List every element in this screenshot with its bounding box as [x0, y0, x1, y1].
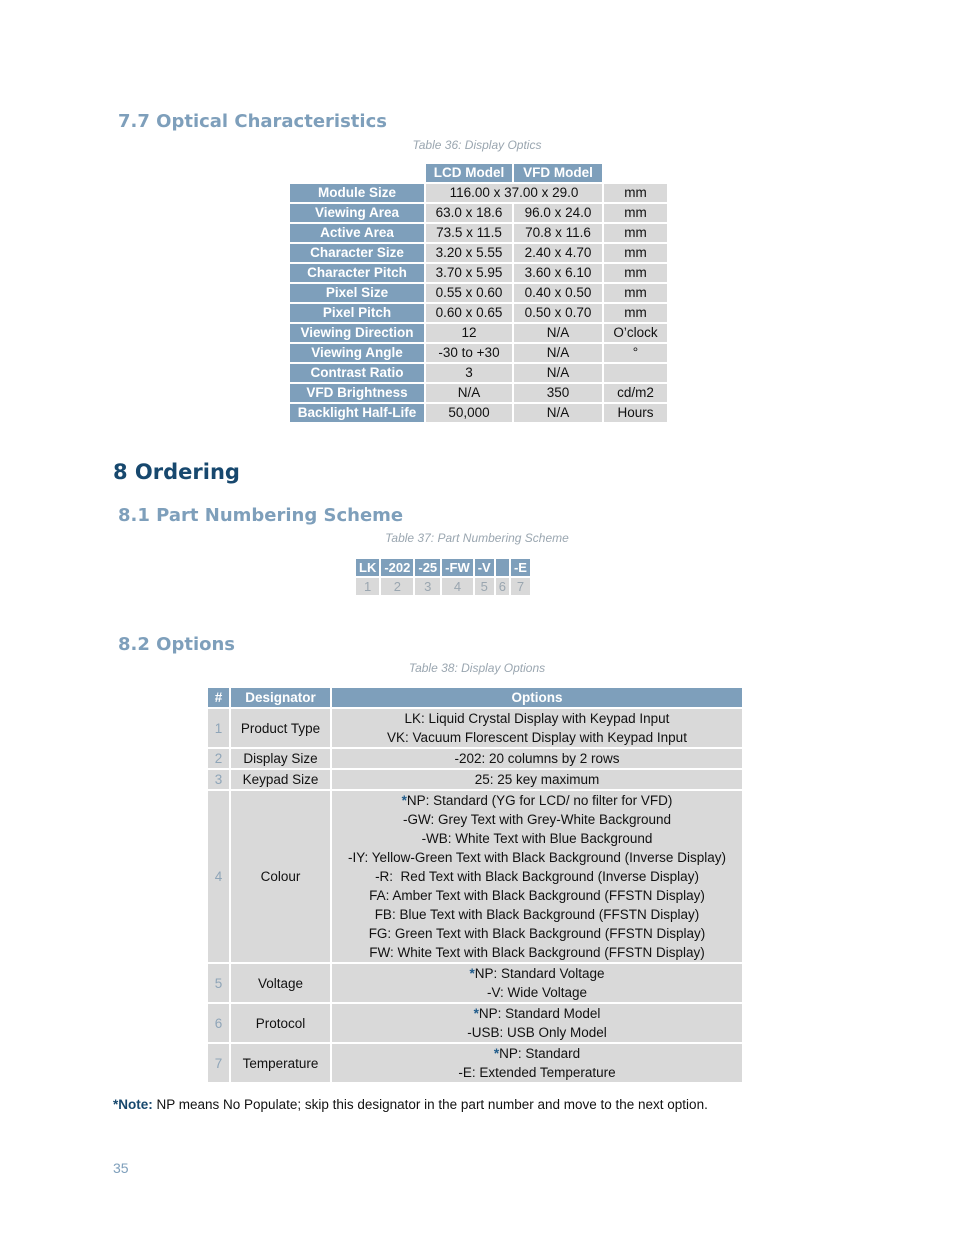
part-code: -E	[511, 559, 530, 576]
optics-value-vfd: 96.0 x 24.0	[514, 204, 602, 222]
optics-value-lcd: N/A	[426, 384, 512, 402]
optics-value-lcd: 73.5 x 11.5	[426, 224, 512, 242]
optics-value-lcd: 3.20 x 5.55	[426, 244, 512, 262]
option-text: -IY: Yellow-Green Text with Black Background (Inverse Display)	[348, 850, 726, 865]
optics-row-label: Viewing Angle	[290, 344, 424, 362]
optics-value-vfd: 70.8 x 11.6	[514, 224, 602, 242]
page-number: 35	[113, 1160, 129, 1176]
part-code: -25	[415, 559, 440, 576]
note-label: *Note:	[113, 1097, 153, 1112]
default-star: *	[473, 1006, 479, 1021]
optics-unit: mm	[604, 224, 667, 242]
optics-unit: mm	[604, 264, 667, 282]
option-designator: Voltage	[231, 964, 330, 1002]
optics-unit: cd/m2	[604, 384, 667, 402]
option-text: LK: Liquid Crystal Display with Keypad Input	[404, 711, 670, 726]
optics-unit: Hours	[604, 404, 667, 422]
option-text: NP: Standard Model	[478, 1006, 601, 1021]
option-line	[336, 905, 738, 924]
optics-unit: mm	[604, 204, 667, 222]
table-37-caption: Table 37: Part Numbering Scheme	[385, 531, 569, 545]
option-line	[336, 1004, 738, 1023]
optics-value-vfd: N/A	[514, 324, 602, 342]
optics-row-label: Pixel Pitch	[290, 304, 424, 322]
option-number: 5	[208, 964, 229, 1002]
option-values	[332, 709, 742, 747]
options-row	[208, 709, 742, 747]
option-text: FG: Green Text with Black Background (FFSTN Display)	[368, 926, 706, 941]
option-text: -USB: USB Only Model	[467, 1025, 607, 1040]
part-position: 7	[511, 578, 530, 595]
optics-row-label: Contrast Ratio	[290, 364, 424, 382]
optics-row	[290, 204, 667, 222]
options-row	[208, 770, 742, 789]
option-line	[336, 964, 738, 983]
part-position: 5	[475, 578, 494, 595]
option-line	[336, 943, 738, 962]
part-position: 2	[381, 578, 413, 595]
optics-value-vfd: N/A	[514, 344, 602, 362]
option-line	[336, 1044, 738, 1063]
section-8-1-heading: 8.1 Part Numbering Scheme	[118, 505, 404, 526]
optics-value-combined: 116.00 x 37.00 x 29.0	[426, 184, 602, 202]
optics-unit: mm	[604, 184, 667, 202]
optics-value-vfd: 350	[514, 384, 602, 402]
option-text: -V: Wide Voltage	[486, 985, 588, 1000]
part-code: -202	[381, 559, 413, 576]
option-number: 3	[208, 770, 229, 789]
option-line	[336, 1063, 738, 1082]
options-row	[208, 791, 742, 962]
optics-value-vfd: 2.40 x 4.70	[514, 244, 602, 262]
optics-unit: mm	[604, 244, 667, 262]
option-values	[332, 1044, 742, 1082]
options-row	[208, 749, 742, 768]
optics-unit	[604, 364, 667, 382]
section-8-heading: 8 Ordering	[113, 460, 240, 484]
option-text: FW: White Text with Black Background (FFSTN Display)	[369, 945, 705, 960]
part-code	[496, 559, 509, 576]
optics-value-lcd: 3	[426, 364, 512, 382]
optics-value-vfd: N/A	[514, 404, 602, 422]
default-star: *	[469, 966, 475, 981]
option-line	[336, 829, 738, 848]
optics-row-label: Backlight Half-Life	[290, 404, 424, 422]
option-text: -202: 20 columns by 2 rows	[454, 751, 620, 766]
display-options-table	[206, 686, 744, 1084]
optics-row	[290, 404, 667, 422]
part-position: 1	[356, 578, 379, 595]
optics-value-lcd: 0.60 x 0.65	[426, 304, 512, 322]
option-text: -E: Extended Temperature	[458, 1065, 616, 1080]
optics-value-lcd: 50,000	[426, 404, 512, 422]
display-optics-table	[288, 162, 669, 424]
option-values	[332, 749, 742, 768]
options-row	[208, 1004, 742, 1042]
col-header-options: Options	[332, 688, 742, 707]
option-designator: Keypad Size	[231, 770, 330, 789]
option-values	[332, 770, 742, 789]
col-header-vfd: VFD Model	[514, 164, 602, 182]
option-text: -WB: White Text with Blue Background	[421, 831, 653, 846]
table-38-caption: Table 38: Display Options	[408, 661, 546, 675]
note-text: NP means No Populate; skip this designator in the part number and move to the next option.	[152, 1097, 708, 1112]
optics-row-label: Character Size	[290, 244, 424, 262]
option-line	[336, 983, 738, 1002]
part-code: -V	[475, 559, 494, 576]
optics-unit: O’clock	[604, 324, 667, 342]
optics-unit: mm	[604, 284, 667, 302]
optics-row	[290, 224, 667, 242]
optics-row	[290, 284, 667, 302]
optics-row-label: Active Area	[290, 224, 424, 242]
part-code: LK	[356, 559, 379, 576]
optics-value-vfd: N/A	[514, 364, 602, 382]
section-8-2-heading: 8.2 Options	[118, 634, 236, 655]
part-numbering-table	[354, 557, 532, 597]
option-values	[332, 791, 742, 962]
option-line	[336, 709, 738, 728]
option-designator: Display Size	[231, 749, 330, 768]
option-text: -R: Red Text with Black Background (Inverse Display)	[375, 869, 699, 884]
option-text: NP: Standard (YG for LCD/ no filter for VFD)	[406, 793, 673, 808]
option-number: 2	[208, 749, 229, 768]
option-line	[336, 749, 738, 768]
col-header-designator: Designator	[231, 688, 330, 707]
option-text: 25: 25 key maximum	[474, 772, 600, 787]
optics-row	[290, 264, 667, 282]
np-note	[113, 1097, 708, 1112]
option-line	[336, 770, 738, 789]
optics-row-label: Pixel Size	[290, 284, 424, 302]
col-header-number: #	[208, 688, 229, 707]
optics-row	[290, 304, 667, 322]
option-line	[336, 791, 738, 810]
option-number: 1	[208, 709, 229, 747]
option-number: 4	[208, 791, 229, 962]
option-designator: Product Type	[231, 709, 330, 747]
option-text: NP: Standard Voltage	[474, 966, 605, 981]
option-designator: Colour	[231, 791, 330, 962]
optics-value-lcd: 63.0 x 18.6	[426, 204, 512, 222]
optics-row	[290, 344, 667, 362]
optics-row	[290, 324, 667, 342]
option-text: NP: Standard	[499, 1046, 581, 1061]
option-text: FA: Amber Text with Black Background (FFSTN Display)	[369, 888, 705, 903]
optics-unit: mm	[604, 304, 667, 322]
optics-value-vfd: 3.60 x 6.10	[514, 264, 602, 282]
default-star: *	[493, 1046, 500, 1061]
optics-value-lcd: 12	[426, 324, 512, 342]
option-values	[332, 1004, 742, 1042]
part-position: 3	[415, 578, 440, 595]
optics-row-label: VFD Brightness	[290, 384, 424, 402]
option-values	[332, 964, 742, 1002]
optics-value-vfd: 0.50 x 0.70	[514, 304, 602, 322]
options-row	[208, 1044, 742, 1082]
option-text: VK: Vacuum Florescent Display with Keypad Input	[387, 730, 687, 745]
option-text: FB: Blue Text with Black Background (FFSTN Display)	[374, 907, 700, 922]
optics-row	[290, 364, 667, 382]
optics-row	[290, 184, 667, 202]
option-line	[336, 1023, 738, 1042]
option-line	[336, 810, 738, 829]
option-line	[336, 728, 738, 747]
optics-row-label: Viewing Direction	[290, 324, 424, 342]
option-line	[336, 886, 738, 905]
optics-value-lcd: 0.55 x 0.60	[426, 284, 512, 302]
option-line	[336, 867, 738, 886]
section-7-7-heading: 7.7 Optical Characteristics	[118, 111, 387, 132]
option-number: 7	[208, 1044, 229, 1082]
option-line	[336, 924, 738, 943]
optics-value-vfd: 0.40 x 0.50	[514, 284, 602, 302]
optics-row-label: Module Size	[290, 184, 424, 202]
option-line	[336, 848, 738, 867]
table-36-caption: Table 36: Display Optics	[412, 138, 542, 152]
default-star: *	[401, 793, 407, 808]
option-designator: Protocol	[231, 1004, 330, 1042]
optics-value-lcd: -30 to +30	[426, 344, 512, 362]
optics-value-lcd: 3.70 x 5.95	[426, 264, 512, 282]
col-header-lcd: LCD Model	[426, 164, 512, 182]
part-position: 4	[442, 578, 473, 595]
optics-row-label: Character Pitch	[290, 264, 424, 282]
optics-row-label: Viewing Area	[290, 204, 424, 222]
part-code: -FW	[442, 559, 473, 576]
optics-unit: °	[604, 344, 667, 362]
optics-row	[290, 244, 667, 262]
part-position: 6	[496, 578, 509, 595]
option-text: -GW: Grey Text with Grey-White Background	[402, 812, 672, 827]
option-number: 6	[208, 1004, 229, 1042]
option-designator: Temperature	[231, 1044, 330, 1082]
options-row	[208, 964, 742, 1002]
optics-row	[290, 384, 667, 402]
